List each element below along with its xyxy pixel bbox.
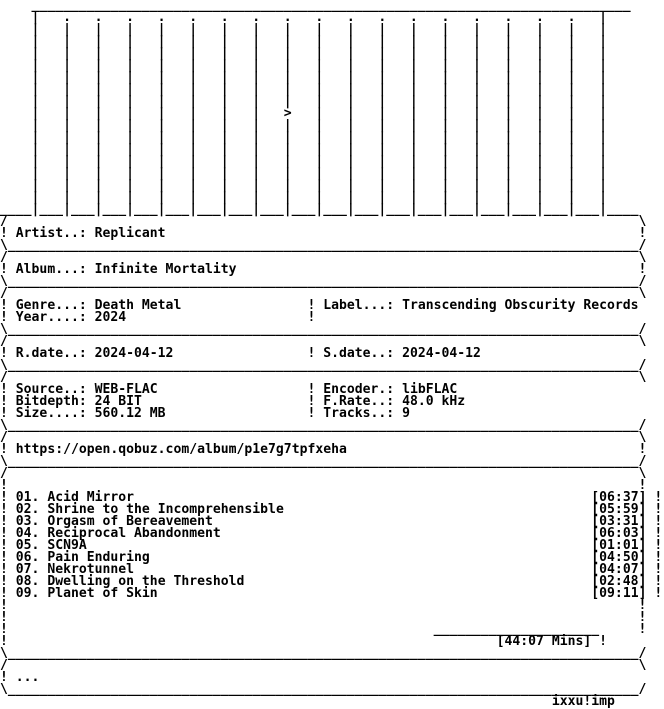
frame: ! [646,586,663,601]
banner-line: | | | | | | | | | | | | | | | | | | | [0,22,607,37]
frame: ! [0,634,497,649]
frame: ! [646,538,663,553]
separator: / \ [0,334,647,349]
scene-date-field: S.date..: 2024-04-12 [323,346,481,361]
tracks-field: Tracks..: 9 [323,406,410,421]
separator: \________________________________________________________________________________/ [0,682,647,697]
frame: ! ! [0,610,647,625]
banner-line: | | | | | | | | | | | | | | | | | | | [0,46,607,61]
artist-field: Artist..: Replicant [15,226,166,241]
frame: ! [0,574,16,589]
track-title: Nekrotunnel [47,562,135,577]
banner-line: | | | | | | | | | | | | | | | | | | | [0,190,607,205]
frame: ! [646,502,663,517]
frame: ! [646,490,663,505]
track-time: [02:48] [591,574,647,589]
track-time: [01:01] [591,538,647,553]
frame: ! [646,562,663,577]
frame: ! [165,226,647,241]
separator: \________________________________________________________________________________/ [0,418,647,433]
frame: ! [0,226,16,241]
track-title: Dwelling on the Threshold [47,574,245,589]
banner-line: | . . . . . . . . . . . . . . . . . | [0,10,607,25]
bitdepth-field: Bitdepth: 24 BIT [15,394,142,409]
frame: ! [0,550,16,565]
separator: / \ [0,466,647,481]
track-title: Pain Enduring [47,550,150,565]
separator: / \ [0,658,647,673]
frame: ! [591,634,608,649]
frame: ! [0,670,16,685]
track-number: 06. [15,550,40,565]
frame: ! [0,394,16,409]
frame: ! [0,346,16,361]
separator: / \ [0,286,647,301]
banner-line: | | | | | | | | | | | | | | | | | | | [0,142,607,157]
total-time: [44:07 Mins] [496,634,592,649]
track-title: Reciprocal Abandonment [47,526,221,541]
release-date-field: R.date..: 2024-04-12 [15,346,174,361]
track-number: 03. [15,514,40,529]
separator: / \ [0,214,647,229]
frame: ! [165,406,324,421]
frame: ! [0,526,16,541]
album-field: Album...: Infinite Mortality [15,262,237,277]
label-field: Label...: Transcending Obscurity Records [323,298,639,313]
frame: ! [0,490,16,505]
frame: ! [0,514,16,529]
frame: ! ! [0,598,647,613]
frame: ! [646,514,663,529]
frame: ! [157,382,324,397]
banner-line: | | | | | | | | | | | | | | | | | | | [0,94,607,109]
frame: ! [646,550,663,565]
track-number: 07. [15,562,40,577]
frame: ! [0,562,16,577]
track-number: 08. [15,574,40,589]
encoder-field: Encoder.: libFLAC [323,382,458,397]
frame [0,694,552,709]
separator: / \ [0,430,647,445]
track-title: Shrine to the Incomprehensible [47,502,284,517]
track-time: [05:59] [591,502,647,517]
banner-line: | | | | | | | | > | | | | | | | | | | [0,106,607,121]
frame: ! [0,538,16,553]
size-field: Size....: 560.12 MB [15,406,166,421]
banner-line: | | | | | | | | | | | | | | | | | | | [0,58,607,73]
banner-line: | | | | | | | | | | | | | | | | | | | [0,82,607,97]
track-time: [04:50] [591,550,647,565]
track-time: [06:03] [591,526,647,541]
frame: ! [0,442,16,457]
separator: / \ [0,250,647,265]
separator: \________________________________________________________________________________/ [0,646,647,661]
notes-field: ... [15,670,40,685]
track-title: Orgasm of Bereavement [47,514,213,529]
frame: ! [646,574,663,589]
frame: ! [141,394,324,409]
frame: ! ! [0,478,647,493]
track-title: Planet of Skin [47,586,158,601]
banner-line: | | | | | | | | | | | | | | | | | | | [0,154,607,169]
track-time: [09:11] [591,586,647,601]
separator: \________________________________________________________________________________/ [0,274,647,289]
track-title: SCN9A [47,538,87,553]
frame: ! [0,406,16,421]
year-field: Year....: 2024 [15,310,127,325]
track-time: [03:31] [591,514,647,529]
frame: ! [236,262,647,277]
frame: ! [646,526,663,541]
signature: ixxu!imp [551,694,615,709]
banner-line: | | | | | | | | | | | | | | | | | | | [0,166,607,181]
genre-field: Genre...: Death Metal [15,298,182,313]
frame: ! [0,310,16,325]
banner-line: ____________________________________________________________________________ [0,0,631,13]
track-number: 05. [15,538,40,553]
frame: ! [346,442,647,457]
track-time: [04:07] [591,562,647,577]
separator: \________________________________________________________________________________/ [0,358,647,373]
frame: ! [173,346,324,361]
separator: \________________________________________________________________________________/ [0,322,647,337]
track-number: 02. [15,502,40,517]
frame: ! [0,382,16,397]
frame: ! [0,502,16,517]
banner-line: | | | | | | | | | | | | | | | | | | | [0,178,607,193]
banner-line: | | | | | | | | | | | | | | | | | | | [0,118,607,133]
track-number: 09. [15,586,40,601]
frame: ! _____________________ ! [0,622,647,637]
banner-line: | | | | | | | | | | | | | | | | | | | [0,34,607,49]
frame: ! [0,586,16,601]
frame: ! [181,298,324,313]
track-number: 01. [15,490,40,505]
separator: \________________________________________________________________________________/ [0,454,647,469]
banner-line: | | | | | | | | | | | | | | | | | | | [0,70,607,85]
track-title: Acid Mirror [47,490,135,505]
frame-rate-field: F.Rate..: 48.0 kHz [323,394,466,409]
frame: ! [126,310,324,325]
track-number: 04. [15,526,40,541]
separator: / \ [0,370,647,385]
frame: ! [0,262,16,277]
banner-line: | | | | | | | | | | | | | | | | | | | [0,130,607,145]
source-field: Source..: WEB-FLAC [15,382,158,397]
banner-line: ____|___|___|___|___|___|___|___|___|___|___|___|___|___|___|___|___|___|___|____ [0,202,639,217]
track-time: [06:37] [591,490,647,505]
frame: ! [0,298,16,313]
separator: \________________________________________________________________________________/ [0,238,647,253]
album-url: https://open.qobuz.com/album/p1e7g7tpfxeha [15,442,347,457]
